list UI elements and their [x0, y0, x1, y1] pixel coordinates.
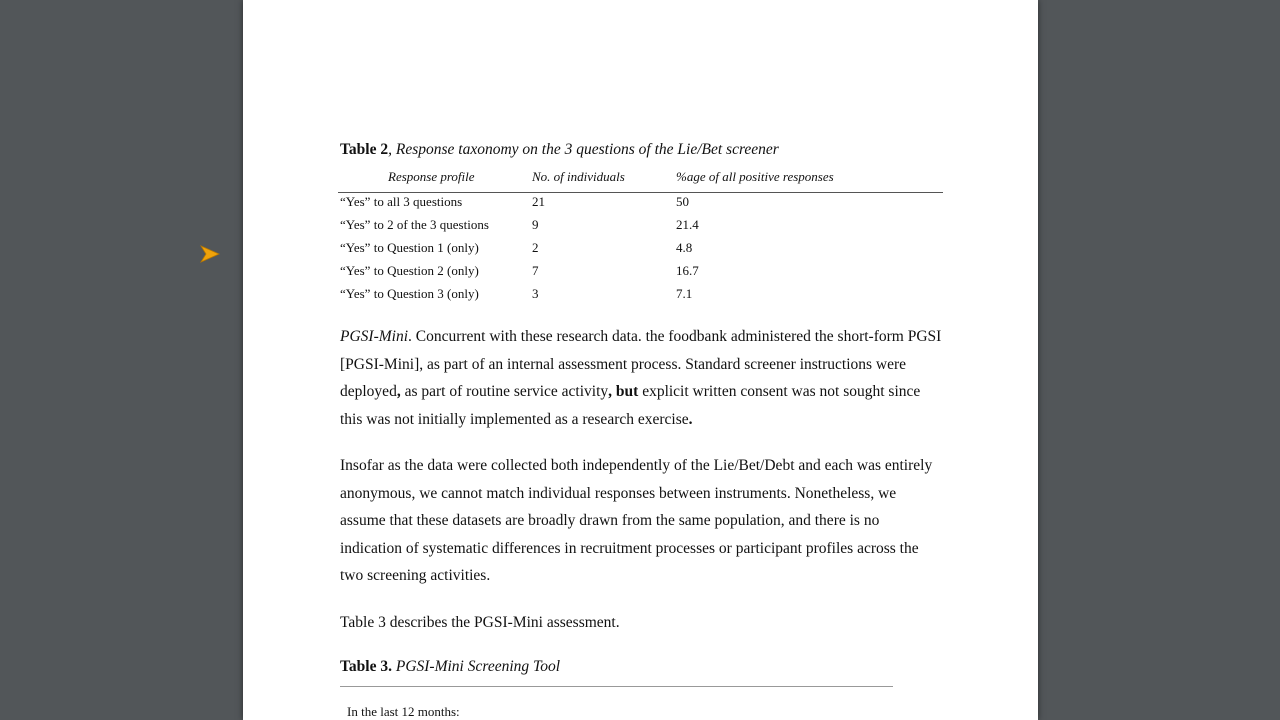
table-row-count: 21: [532, 194, 545, 209]
table2-header-rule: [338, 192, 943, 193]
table-row-percentage: 4.8: [676, 240, 693, 255]
column-header-percentage: %age of all positive responses: [676, 169, 834, 184]
table-row-profile: “Yes” to Question 2 (only): [340, 263, 479, 278]
table-row-percentage: 7.1: [676, 286, 693, 301]
table3-label: Table 3.: [340, 658, 392, 675]
bold-but: , but: [608, 383, 639, 400]
paragraph-text: as part of routine service activity: [400, 383, 609, 400]
pgsi-mini-lead: PGSI-Mini: [340, 328, 409, 345]
bold-period: .: [688, 410, 693, 428]
table-row-count: 7: [532, 263, 539, 278]
table-row-profile: “Yes” to all 3 questions: [340, 194, 463, 209]
bold-comma: ,: [396, 383, 401, 400]
table2-label: Table 2: [340, 141, 389, 158]
table-row-percentage: 16.7: [676, 263, 699, 278]
table-row-profile: “Yes” to 2 of the 3 questions: [340, 217, 489, 232]
column-header-response-profile: Response profile: [388, 169, 475, 184]
table3-first-line: In the last 12 months:: [347, 704, 460, 719]
table-row-count: 2: [532, 240, 539, 255]
arrow-pointer-icon: [200, 244, 220, 264]
table2-caption: [340, 141, 779, 159]
table-row-profile: “Yes” to Question 3 (only): [340, 286, 479, 301]
paragraph-pgsi-mini: [340, 323, 945, 433]
table2-title: Response taxonomy on the 3 questions of the Lie/Bet screener: [395, 141, 779, 158]
table-row-count: 9: [532, 217, 539, 232]
paragraph-text: . Concurrent with these research data. the foodbank administered the short-form PGSI [PGSI-Mini], as part of an internal assessment process. Standard screener instructions were deployed: [340, 328, 942, 400]
table-row-percentage: 50: [676, 194, 689, 209]
table-row-profile: “Yes” to Question 1 (only): [340, 240, 479, 255]
table3-top-rule: [340, 686, 893, 687]
paragraph-text: explicit written consent was not sought since this was not initially implemented as a research exercise: [340, 383, 921, 428]
table3-caption: [340, 658, 560, 676]
table3-title: PGSI-Mini Screening Tool: [395, 658, 561, 675]
table-row-count: 3: [532, 286, 539, 301]
document-page: [243, 0, 1038, 720]
paragraph-table3-intro: Table 3 describes the PGSI-Mini assessment.: [340, 614, 620, 631]
table-row-percentage: 21.4: [676, 217, 699, 232]
column-header-individuals: No. of individuals: [532, 169, 625, 184]
table2-caption-separator: ,: [388, 141, 396, 158]
paragraph-insofar: Insofar as the data were collected both independently of the Lie/Bet/Debt and each was entirely anonymous, we cannot match individual responses between instruments. Nonetheless, we assume that these datasets are broadly drawn from the same population, and there is no indication of systematic differences in recruitment processes or participant profiles across the two screening activities.: [340, 457, 933, 584]
